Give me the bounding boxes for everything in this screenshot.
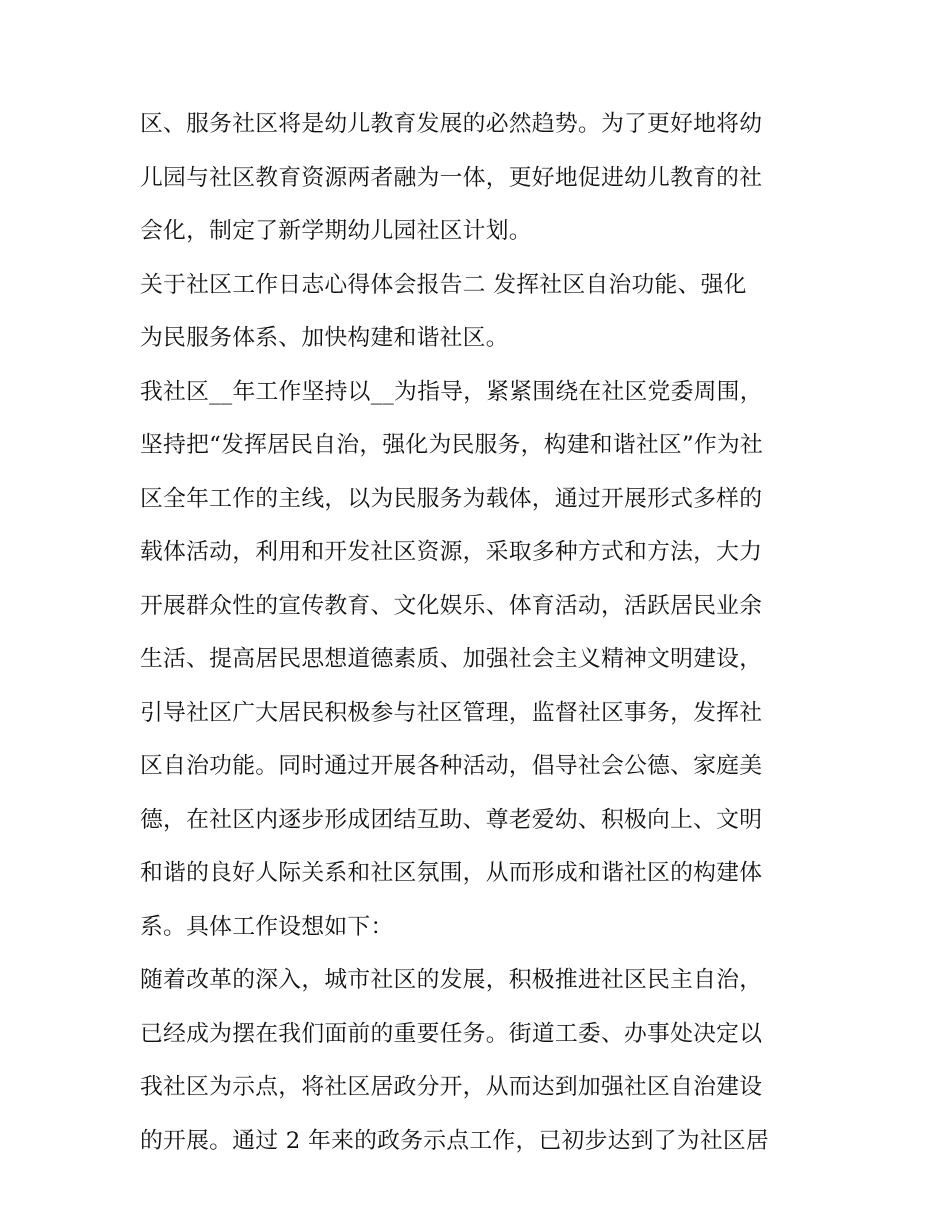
text-line: 为民服务体系、加快构建和谐社区。 <box>140 325 509 351</box>
text-line: 已经成为摆在我们面前的重要任务。街道工委、办事处决定以 <box>140 1020 763 1047</box>
text-line: 我社区为示点，将社区居政分开，从而达到加强社区自治建设 <box>140 1074 763 1100</box>
text-line: 和谐的良好人际关系和社区氛围，从而形成和谐社区的构建体 <box>140 860 763 886</box>
text-line: 我社区__年工作坚持以__为指导，紧紧围绕在社区党委周围， <box>140 378 763 405</box>
text-line: 关于社区工作日志心得体会报告二 发挥社区自治功能、强化 <box>140 271 747 298</box>
text-line: 生活、提高居民思想道德素质、加强社会主义精神文明建设， <box>140 646 763 672</box>
text-line: 区自治功能。同时通过开展各种活动，倡导社会公德、家庭美 <box>140 753 763 779</box>
document-body <box>140 98 820 1168</box>
text-line: 儿园与社区教育资源两者融为一体，更好地促进幼儿教育的社 <box>140 164 763 191</box>
text-line: 的开展。通过 2 年来的政务示点工作，已初步达到了为社区居 <box>140 1127 769 1154</box>
text-line: 德，在社区内逐步形成团结互助、尊老爱幼、积极向上、文明 <box>140 806 763 833</box>
text-line: 区全年工作的主线，以为民服务为载体，通过开展形式多样的 <box>140 485 763 512</box>
text-line: 随着改革的深入，城市社区的发展，积极推进社区民主自治， <box>140 967 763 993</box>
text-line: 系。具体工作设想如下： <box>140 913 394 940</box>
text-line: 引导社区广大居民积极参与社区管理，监督社区事务，发挥社 <box>140 699 763 726</box>
text-line: 坚持把“发挥居民自治，强化为民服务，构建和谐社区”作为社 <box>140 432 764 458</box>
text-line: 载体活动，利用和开发社区资源，采取多种方式和方法，大力 <box>140 539 763 565</box>
text-line: 会化，制定了新学期幼儿园社区计划。 <box>140 218 532 244</box>
text-line: 区、服务社区将是幼儿教育发展的必然趋势。为了更好地将幼 <box>140 111 763 137</box>
text-line: 开展群众性的宣传教育、文化娱乐、体育活动，活跃居民业余 <box>140 592 763 619</box>
